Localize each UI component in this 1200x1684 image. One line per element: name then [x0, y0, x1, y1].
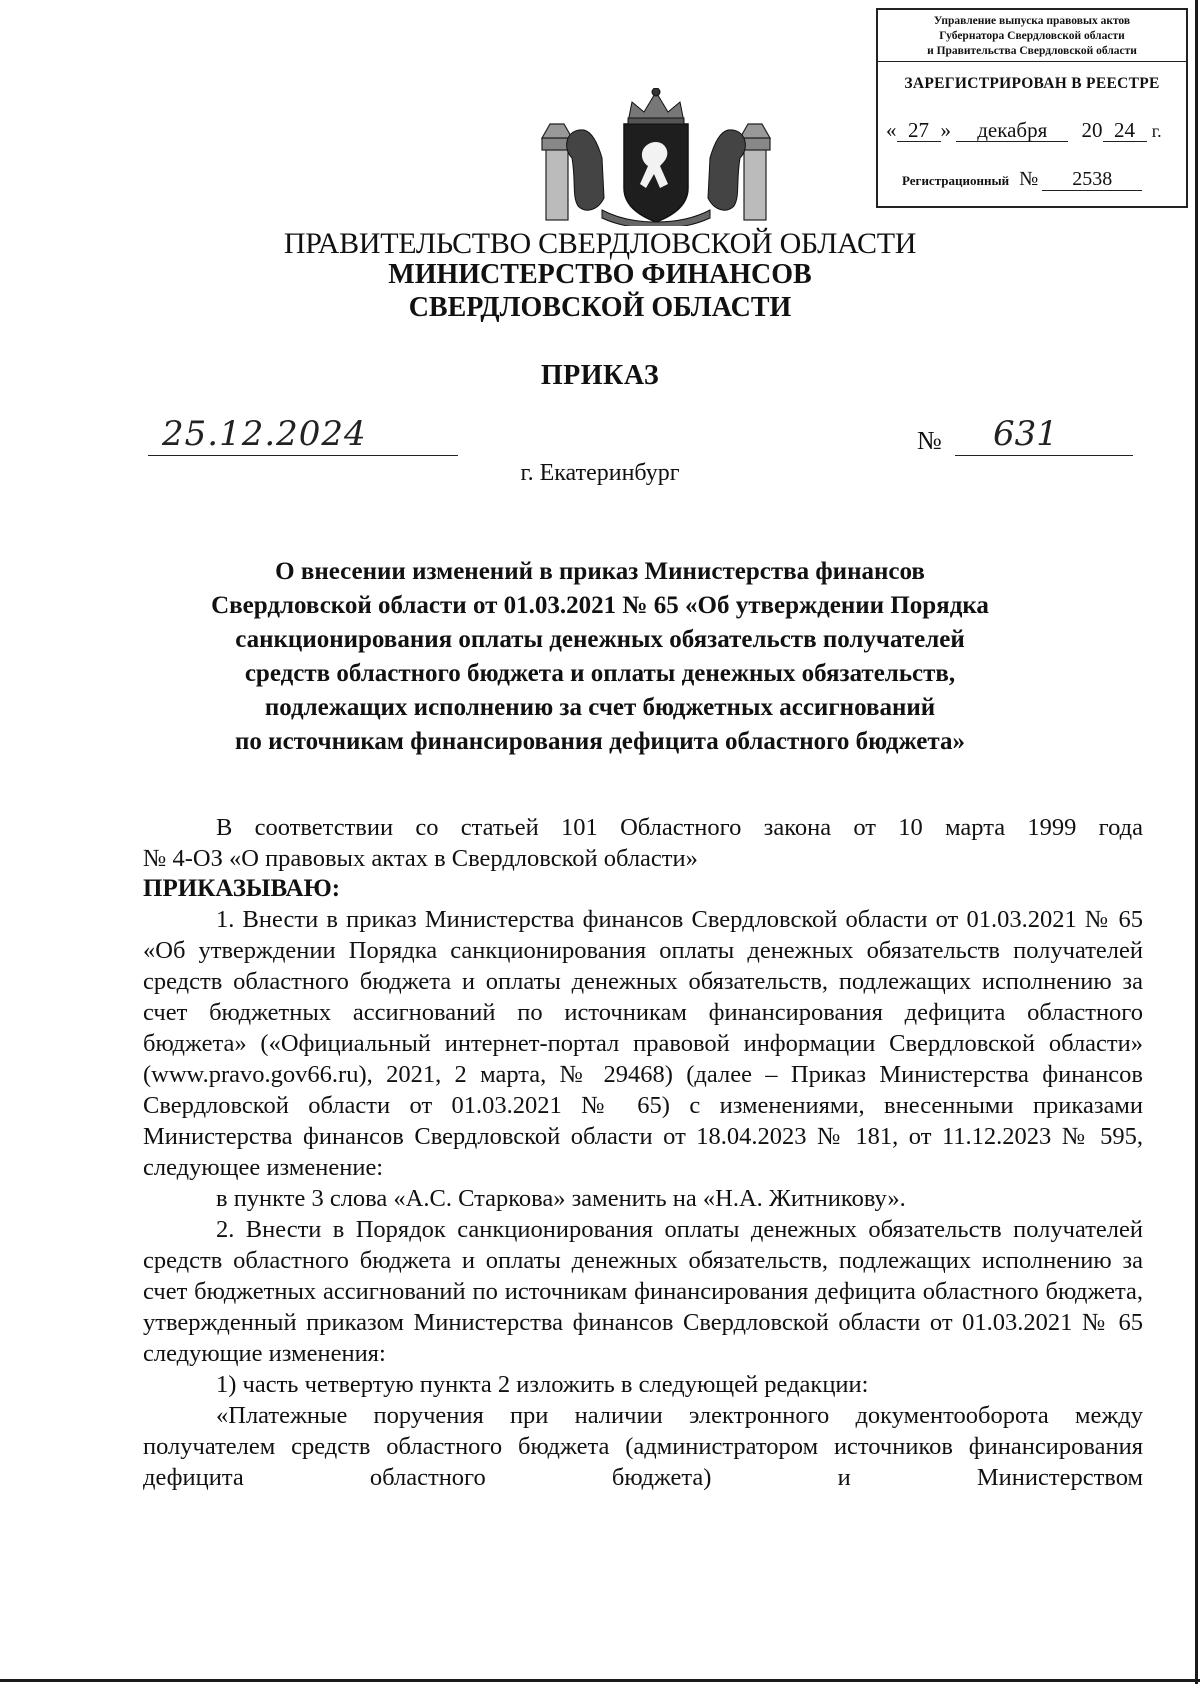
title-line: О внесении изменений в приказ Министерства финансов — [275, 558, 925, 585]
page-edge-bottom — [0, 1679, 1200, 1682]
coat-of-arms-icon — [532, 88, 780, 226]
item-2-paragraph: 2. Внести в Порядок санкционирования оплаты денежных обязательств получателей средств областного бюджета и оплаты денежных обязательств, подлежащих исполнению за счет бюджетных ассигнований по источникам финансирования дефицита областного бюджета, утвержденный приказом Министерства финансов Свердловской области от 01.03.2021 № 65 следующие изменения: — [143, 1216, 1143, 1367]
title-line: по источникам финансирования дефицита областного бюджета» — [235, 728, 965, 755]
item-2-quote: «Платежные поручения при наличии электронного документооборота между получателем средств областного бюджета (администратором источников финансирования дефицита областного бюджета) и Министерством — [143, 1402, 1143, 1491]
region-name: СВЕРДЛОВСКОЙ ОБЛАСТИ — [408, 292, 792, 323]
stamp-number-label: Регистрационный — [902, 173, 1010, 188]
stamp-number-row — [902, 168, 1180, 191]
stamp-year-suffix: 24 — [1103, 119, 1147, 142]
item-1-change: в пункте 3 слова «А.С. Старкова» заменить на «Н.А. Житникову». — [216, 1185, 906, 1212]
stamp-year-prefix: 20 — [1081, 118, 1103, 142]
item-2-subitem-1: 1) часть четвертую пункта 2 изложить в следующей редакции: — [216, 1371, 869, 1398]
registration-stamp — [876, 8, 1188, 208]
stamp-header-line: Губернатора Свердловской области — [939, 30, 1125, 42]
stamp-header-line: и Правительства Свердловской области — [927, 45, 1137, 57]
stamp-day: 27 — [897, 119, 941, 142]
title-line: санкционирования оплаты денежных обязательств получателей — [235, 626, 965, 653]
order-date-handwritten: 25.12.2024 — [148, 414, 458, 456]
item-1-paragraph: 1. Внести в приказ Министерства финансов Свердловской области от 01.03.2021 № 65 «Об утверждении Порядка санкционирования оплаты денежных обязательств получателей средств областного бюджета и оплаты денежных обязательств, подлежащих исполнению за счет бюджетных ассигнований по источникам финансирования дефицита областного бюджета» («Официальный интернет-портал правовой информации Свердловской области» (www.pravo.gov66.ru), 2021, 2 марта, № 29468) (далее – Приказ Министерства финансов Свердловской области от 01.03.2021 № 65) с изменениями, внесенными приказами Министерства финансов Свердловской области от 18.04.2023 № 181, от 11.12.2023 № 595, следующее изменение: — [143, 906, 1143, 1181]
stamp-quote-open: « — [886, 118, 897, 142]
document-title — [150, 555, 1050, 759]
document-body — [143, 812, 1143, 1493]
city-name: г. Екатеринбург — [520, 460, 680, 486]
order-directive: ПРИКАЗЫВАЮ: — [143, 875, 341, 902]
order-number-handwritten: 631 — [955, 414, 1133, 456]
preamble-line-1: В соответствии со статьей 101 Областного закона от 10 марта 1999 года — [216, 814, 1143, 841]
stamp-month: декабря — [956, 119, 1068, 142]
stamp-number: 2538 — [1042, 168, 1142, 191]
stamp-quote-close: » — [940, 118, 951, 142]
preamble-line-2: № 4-ОЗ «О правовых актах в Свердловской области» — [143, 845, 698, 872]
stamp-year-unit: г. — [1151, 121, 1162, 141]
title-line: подлежащих исполнению за счет бюджетных ассигнований — [264, 694, 936, 721]
stamp-date — [886, 118, 1182, 143]
order-number-sign: № — [917, 426, 942, 455]
government-name: ПРАВИТЕЛЬСТВО СВЕРДЛОВСКОЙ ОБЛАСТИ — [283, 227, 917, 260]
ministry-name: МИНИСТЕРСТВО ФИНАНСОВ — [388, 259, 812, 290]
title-line: средств областного бюджета и оплаты денежных обязательств, — [244, 660, 956, 687]
stamp-number-sign: № — [1019, 168, 1039, 190]
title-line: Свердловской области от 01.03.2021 № 65 «Об утверждении Порядка — [211, 592, 989, 619]
document-type: ПРИКАЗ — [540, 360, 660, 391]
stamp-registered-label: ЗАРЕГИСТРИРОВАН В РЕЕСТРЕ — [904, 75, 1160, 92]
stamp-header — [878, 10, 1186, 62]
stamp-header-line: Управление выпуска правовых актов — [933, 15, 1131, 27]
